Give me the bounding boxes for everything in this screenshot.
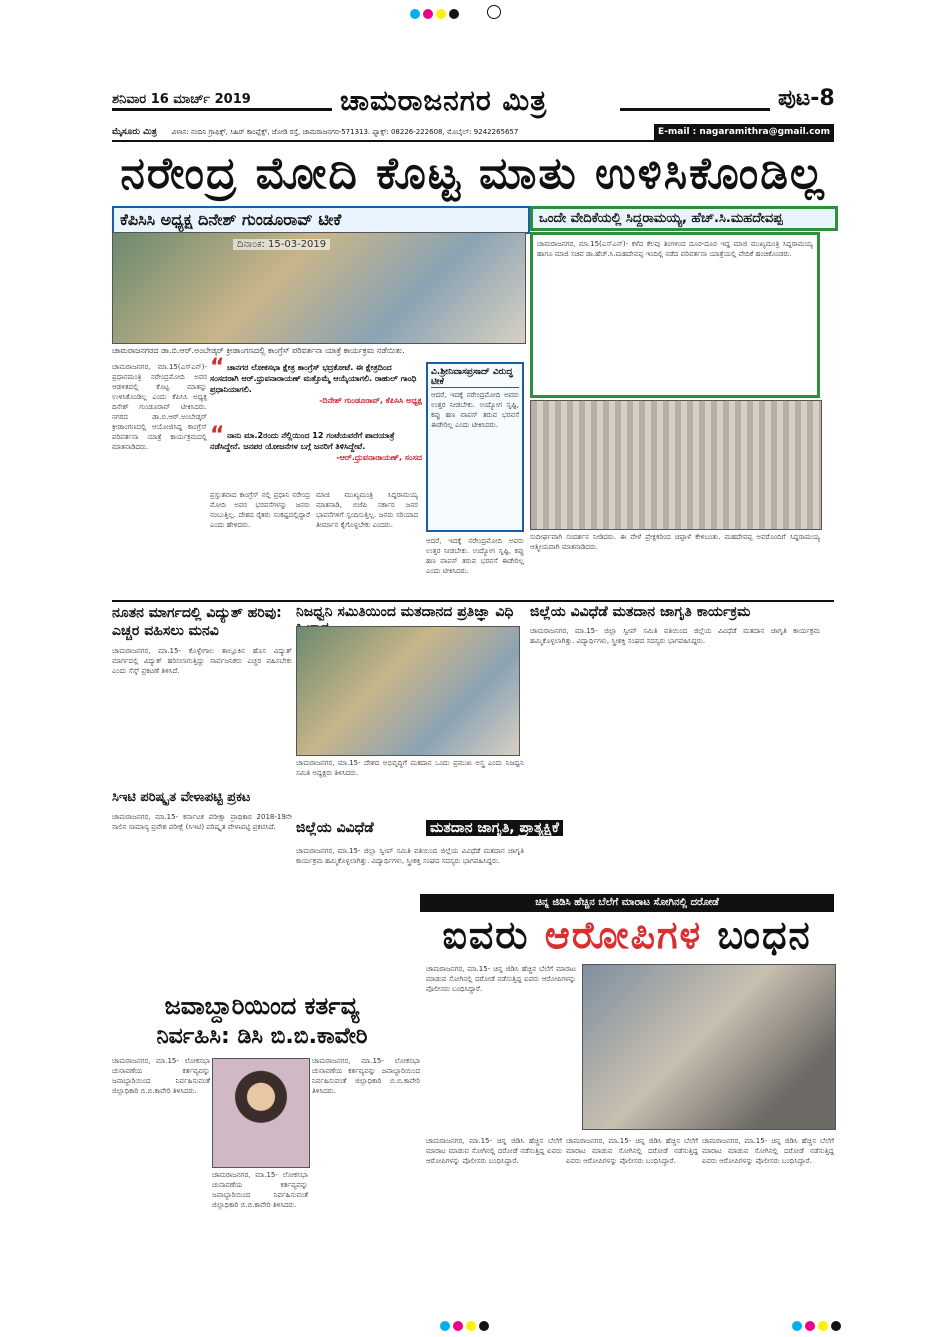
masthead-rule-right (620, 108, 770, 111)
color-registration-dots (410, 4, 501, 23)
arrest-headline-part1: ಐವರು (442, 912, 545, 957)
rally-stage-photo (112, 232, 526, 344)
quote-dhruva-byline: -ಆರ್.ಧ್ರುವನಾರಾಯಣ್, ಸಂಸದ (336, 453, 422, 462)
arrest-headline (420, 912, 834, 962)
lead-article-col4: ಆದರೆ, ಇದಕ್ಕೆ ನರೇಂದ್ರಮೋದಿ ಅವರು ಉತ್ತರ ನೀಡಬೇಕು. ಉದ್ಯೋಗ ಸೃಷ್ಟಿ, ಕಪ್ಪು ಹಣ ವಾಪಸ್ ತರುವ ಭರವಸೆ ಈಡೇರಿಲ್ಲ ಎಂದು ಟೀಕಿಸಿದರು. (426, 537, 524, 575)
main-headline: ನರೇಂದ್ರ ಮೋದಿ ಕೊಟ್ಟ ಮಾತು ಉಳಿಸಿಕೊಂಡಿಲ್ಲ (120, 148, 826, 199)
kaveri-article-col3: ಚಾಮರಾಜನಗರ, ಮಾ.15- ಲೋಕಸಭಾ ಚುನಾವಣೆಯ ಕರ್ತವ್ಯವನ್ನು ಜವಾಬ್ದಾರಿಯಿಂದ ನಿರ್ವಹಿಸುವಂತೆ ಜಿಲ್ಲಾಧಿಕಾರಿ ಬಿ.ಬಿ.ಕಾವೇರಿ ತಿಳಿಸಿದರು. (312, 1057, 420, 1095)
srinivas-prasad-box (426, 362, 524, 532)
quote-mark-icon: “ (210, 423, 225, 448)
pledge-article-text: ಚಾಮರಾಜನಗರ, ಮಾ.15- ದೇಶದ ಅಭಿವೃದ್ಧಿಗೆ ಮತದಾನ ಒಂದು ಪ್ರಮುಖ ಅಸ್ತ್ರ ಎಂದು ನಿಜಧ್ವನಿ ಸಮಿತಿ ಅಧ್ಯಕ್ಷರು ತಿಳಿಸಿದರು. (296, 759, 524, 777)
kaveri-article-col2: ಚಾಮರಾಜನಗರ, ಮಾ.15- ಲೋಕಸಭಾ ಚುನಾವಣೆಯ ಕರ್ತವ್ಯವನ್ನು ಜವಾಬ್ದಾರಿಯಿಂದ ನಿರ್ವಹಿಸುವಂತೆ ಜಿಲ್ಲಾಧಿಕಾರಿ ಬಿ.ಬಿ.ಕಾವೇರಿ ತಿಳಿಸಿದರು. (212, 1171, 308, 1209)
srinivas-prasad-title: ವಿ.ಶ್ರೀನಿವಾಸಪ್ರಸಾದ್ ವಿರುದ್ಧ ಟೀಕೆ (431, 367, 519, 388)
quote-dhruva-text: ನಾನು ಮಾ.2ರಂದು ನೆಲ್ಲಿಯಿಂದ 12 ಗಂಟೆಯವರೆಗೆ ಪಾದಯಾತ್ರೆ ನಡೆಸಿದ್ದೇನೆ. ಜನಪರ ಯೋಜನೆಗಳ ಬಗ್ಗೆ ಜನರಿಗೆ ತಿಳಿಸಿದ್ದೇವೆ. (210, 431, 395, 451)
lead-article-col3: ಮಾಜಿ ಮುಖ್ಯಮಂತ್ರಿ ಸಿದ್ದರಾಮಯ್ಯ ಮಾತನಾಡಿ, ಬಿಜೆಪಿ ಸರ್ಕಾರ ಜನರ ಭಾವನೆಗಳಿಗೆ ಸ್ಪಂದಿಸುತ್ತಿಲ್ಲ. ಜನರು ಸರಿಯಾದ ತೀರ್ಮಾನ ಕೈಗೊಳ್ಳಬೇಕು ಎಂದರು. (316, 491, 418, 529)
power-article-text: ಚಾಮರಾಜನಗರ, ಮಾ.15- ಕೊಳ್ಳೇಗಾಲ ತಾಲ್ಲೂಕಿನ ಹೊಸ ವಿದ್ಯುತ್ ಮಾರ್ಗದಲ್ಲಿ ವಿದ್ಯುತ್ ಹರಿಸಲಾಗುತ್ತಿದ್ದು ಸಾರ್ವಜನಿಕರು ಎಚ್ಚರ ವಹಿಸಬೇಕು ಎಂದು ಸೆಸ್ಕ್ ಪ್ರಕಟಣೆ ತಿಳಿಸಿದೆ. (112, 647, 292, 675)
kicker-right: ಒಂದೇ ವೇದಿಕೆಯಲ್ಲಿ ಸಿದ್ದರಾಮಯ್ಯ, ಹೆಚ್.ಸಿ.ಮಹದೇವಪ್ಪ (530, 206, 838, 231)
arrest-headline-part2: ಆರೋಪಿಗಳ (544, 912, 703, 957)
issue-date: ಶನಿವಾರ 16 ಮಾರ್ಚ್ 2019 (112, 92, 251, 107)
arrest-article-col2: ಚಾಮರಾಜನಗರ, ಮಾ.15- ಚಿನ್ನ ಜಿಡಿಸಿ ಹೆಚ್ಚಿನ ಬೆಲೆಗೆ ಮಾರಾಟ ಮಾಡುವ ಸೋಗಿನಲ್ಲಿ ದರೋಡೆ ನಡೆಸುತ್ತಿದ್ದ ಐವರು ಆರೋಪಿಗಳನ್ನು ಪೊಲೀಸರು ಬಂಧಿಸಿದ್ದಾರೆ. (426, 1137, 562, 1165)
cet-headline: ಸಿಇಟಿ ಪರಿಷ್ಕೃತ ವೇಳಾಪಟ್ಟಿ ಪ್ರಕಟ (112, 790, 251, 805)
awareness2-headline-right: ಮತದಾನ ಜಾಗೃತಿ, ಪ್ರಾತ್ಯಕ್ಷಿಕೆ (426, 820, 563, 836)
masthead-rule-left (112, 108, 332, 111)
arrest-headline-part3: ಬಂಧನ (702, 912, 812, 957)
siddaramaiah-text: ಚಾಮರಾಜನಗರ, ಮಾ.15(ಎಸ್‌ಎನ್)- ಕಳೆದ ಕೆಲವು ತಿಂಗಳಿಂದ ದೂರ-ದೂರ ಇದ್ದ ಮಾಜಿ ಮುಖ್ಯಮಂತ್ರಿ ಸಿದ್ದರಾಮಯ್ಯ ಹಾಗೂ ಮಾಜಿ ಸಚಿವ ಡಾ.ಹೆಚ್.ಸಿ.ಮಹದೇವಪ್ಪ ಇಂದಿಲ್ಲಿ ನಡೆದ ಪರಿವರ್ತನಾ ಯಾತ್ರೆಯಲ್ಲಿ ವೇದಿಕೆ ಹಂಚಿಕೊಂಡರು. (537, 240, 813, 258)
arrest-accused-photo (582, 964, 836, 1130)
quote-dhruva (210, 423, 422, 463)
kicker-left: ಕೆಪಿಸಿಸಿ ಅಧ್ಯಕ್ಷ ದಿನೇಶ್ ಗುಂಡೂರಾವ್ ಟೀಕೆ (112, 206, 530, 234)
info-bar (112, 124, 834, 142)
page-number: ಪುಟ-8 (778, 86, 835, 111)
quote-dinesh-text: ಚಾನಗರ ಲೋಕಸಭಾ ಕ್ಷೇತ್ರ ಕಾಂಗ್ರೆಸ್ ಭದ್ರಕೋಟೆ. ಈ ಕ್ಷೇತ್ರದಿಂದ ಸಂಸದರಾಗಿ ಆರ್.ಧ್ರುವನಾರಾಯಣ್ ಮತ್ತೊಮ್ಮೆ ಆಯ್ಕೆಯಾಗಲಿ. ರಾಹುಲ್ ಗಾಂಧಿ ಪ್ರಧಾನಿಯಾಗಲಿ. (210, 363, 417, 394)
kaveri-headline-line2: ನಿರ್ವಹಿಸಿ: ಡಿಸಿ ಬಿ.ಬಿ.ಕಾವೇರಿ (156, 1024, 368, 1049)
bottom-registration-strip (0, 1312, 945, 1337)
quote-mark-icon: “ (210, 355, 225, 380)
quote-dinesh-byline: -ದಿನೇಶ್ ಗುಂಡೂರಾವ್, ಕೆಪಿಸಿಸಿ ಅಧ್ಯಕ್ಷ (319, 396, 422, 405)
arrest-strap: ಚಿನ್ನ ಜಿಡಿಸಿ ಹೆಚ್ಚಿನ ಬೆಲೆಗೆ ಮಾರಾಟ ಸೋಗಿನಲ್ಲಿ ದರೋಡೆ (420, 894, 834, 912)
power-headline: ನೂತನ ಮಾರ್ಗದಲ್ಲಿ ವಿದ್ಯುತ್ ಹರಿವು: ಎಚ್ಚರ ವಹಿಸಲು ಮನವಿ (112, 605, 282, 639)
arrest-article-text: ಚಾಮರಾಜನಗರ, ಮಾ.15- ಚಿನ್ನ ಜಿಡಿಸಿ ಹೆಚ್ಚಿನ ಬೆಲೆಗೆ ಮಾರಾಟ ಮಾಡುವ ಸೋಗಿನಲ್ಲಿ ದರೋಡೆ ನಡೆಸುತ್ತಿದ್ದ ಐವರು ಆರೋಪಿಗಳನ್ನು ಪೊಲೀಸರು ಬಂಧಿಸಿದ್ದಾರೆ. (426, 965, 576, 993)
lead-article-col2: ಪ್ರಸ್ತುತವಾದ ಕಾಂಗ್ರೆಸ್ ನಲ್ಲಿ ಪ್ರಧಾನಿ ನರೇಂದ್ರ ಮೋದಿ ಅವರ ಭರವಸೆಗಳನ್ನು ಜನರು ನಂಬುತ್ತಿಲ್ಲ. ದೇಶದ ರೈತರು ಸಂಕಷ್ಟದಲ್ಲಿದ್ದಾರೆ ಎಂದು ಹೇಳಿದರು. (210, 491, 310, 529)
top-registration-strip (0, 0, 945, 22)
awareness2-headline-left: ಜಿಲ್ಲೆಯ ವಿವಿಧೆಡೆ (296, 820, 374, 836)
cet-article-text: ಚಾಮರಾಜನಗರ, ಮಾ.15- ಕರ್ನಾಟಕ ಪರೀಕ್ಷಾ ಪ್ರಾಧಿಕಾರ 2018-19ನೇ ಸಾಲಿನ ಸಾಮಾನ್ಯ ಪ್ರವೇಶ ಪರೀಕ್ಷೆ (ಸಿಇಟಿ) ಪರಿಷ್ಕೃತ ವೇಳಾಪಟ್ಟಿ ಪ್ರಕಟಿಸಿದೆ. (112, 813, 292, 831)
section-divider (112, 600, 834, 602)
awareness2-article-text: ಚಾಮರಾಜನಗರ, ಮಾ.15- ಜಿಲ್ಲಾ ಸ್ವೀಪ್ ಸಮಿತಿ ವತಿಯಿಂದ ಜಿಲ್ಲೆಯ ವಿವಿಧೆಡೆ ಮತದಾನ ಜಾಗೃತಿ ಕಾರ್ಯಕ್ರಮ ಹಮ್ಮಿಕೊಳ್ಳಲಾಗಿತ್ತು. ವಿದ್ಯಾರ್ಥಿಗಳು, ಸ್ತ್ರೀಶಕ್ತಿ ಸಂಘದ ಸದಸ್ಯರು ಭಾಗವಹಿಸಿದ್ದರು. (296, 847, 524, 865)
dc-kaveri-portrait (212, 1058, 310, 1168)
awareness-article-text: ಚಾಮರಾಜನಗರ, ಮಾ.15- ಜಿಲ್ಲಾ ಸ್ವೀಪ್ ಸಮಿತಿ ವತಿಯಿಂದ ಜಿಲ್ಲೆಯ ವಿವಿಧೆಡೆ ಮತದಾನ ಜಾಗೃತಿ ಕಾರ್ಯಕ್ರಮ ಹಮ್ಮಿಕೊಳ್ಳಲಾಗಿತ್ತು. ವಿದ್ಯಾರ್ಥಿಗಳು, ಸ್ತ್ರೀಶಕ್ತಿ ಸಂಘದ ಸದಸ್ಯರು ಭಾಗವಹಿಸಿದ್ದರು. (530, 627, 820, 645)
newspaper-title: ಚಾಮರಾಜನಗರ ಮಿತ್ರ (340, 84, 548, 117)
sister-brand: ಮೈಸೂರು ಮಿತ್ರ (112, 127, 157, 137)
crowd-photo (530, 400, 822, 530)
photo-caption: ಚಾಮರಾಜನಗರದ ಡಾ.ಬಿ.ಆರ್.ಅಂಬೇಡ್ಕರ್ ಕ್ರೀಡಾಂಗಣದಲ್ಲಿ ಕಾಂಗ್ರೆಸ್ ಪರಿವರ್ತನಾ ಯಾತ್ರೆ ಕಾರ್ಯಕ್ರಮ ನಡೆಯಿತು. (112, 346, 405, 355)
srinivas-prasad-text: ಆದರೆ, ಇದಕ್ಕೆ ನರೇಂದ್ರಮೋದಿ ಅವರು ಉತ್ತರ ನೀಡಬೇಕು. ಉದ್ಯೋಗ ಸೃಷ್ಟಿ, ಕಪ್ಪು ಹಣ ವಾಪಸ್ ತರುವ ಭರವಸೆ ಈಡೇರಿಲ್ಲ ಎಂದು ಟೀಕಿಸಿದರು. (431, 391, 519, 429)
siddaramaiah-article (530, 232, 820, 398)
kaveri-article-col1: ಚಾಮರಾಜನಗರ, ಮಾ.15- ಲೋಕಸಭಾ ಚುನಾವಣೆಯ ಕರ್ತವ್ಯವನ್ನು ಜವಾಬ್ದಾರಿಯಿಂದ ನಿರ್ವಹಿಸುವಂತೆ ಜಿಲ್ಲಾಧಿಕಾರಿ ಬಿ.ಬಿ.ಕಾವೇರಿ ತಿಳಿಸಿದರು. (112, 1057, 210, 1095)
lead-article-col1: ಚಾಮರಾಜನಗರ, ಮಾ.15(ಎಸ್‌ಎನ್)- ಪ್ರಧಾನಮಂತ್ರಿ ನರೇಂದ್ರಮೋದಿ ಅವರ ಆಡಳಿತದಲ್ಲಿ ಕೊಟ್ಟ ಮಾತನ್ನು ಉಳಿಸಿಕೊಂಡಿಲ್ಲ ಎಂದು ಕೆಪಿಸಿಸಿ ಅಧ್ಯಕ್ಷ ದಿನೇಶ್ ಗುಂಡೂರಾವ್ ಟೀಕಿಸಿದರು. ನಗರದ ಡಾ.ಬಿ.ಆರ್.ಅಂಬೇಡ್ಕರ್ ಕ್ರೀಡಾಂಗಣದಲ್ಲಿ ಆಯೋಜಿಸಿದ್ದ ಕಾಂಗ್ರೆಸ್ ಪರಿವರ್ತನಾ ಯಾತ್ರೆ ಕಾರ್ಯಕ್ರಮದಲ್ಲಿ ಮಾತನಾಡಿದರು. (112, 363, 207, 451)
pledge-headline: ನಿಜಧ್ವನಿ ಸಮಿತಿಯಿಂದ ಮತದಾನದ ಪ್ರತಿಜ್ಞಾ ವಿಧಿ (296, 604, 514, 620)
address-line: ವಿಳಾಸ: ನಂದಿನಿ ಗ್ರಾಫಿಕ್ಸ್, ಸಿಹಿರ್ ಕಾಂಪ್ಲೆಕ್ಸ್, ಜೋಡಿ ರಸ್ತೆ, ಚಾಮರಾಜನಗರ-571313. ಫ್ಯಾಕ್ಸ್: 08226-222608, ಮೊಬೈಲ್: 9242265657 (171, 128, 519, 136)
kaveri-headline-line1: ಜವಾಬ್ದಾರಿಯಿಂದ ಕರ್ತವ್ಯ (164, 992, 360, 1020)
bottom-color-dots-right (792, 1316, 844, 1335)
pledge-group-photo (296, 626, 520, 756)
siddaramaiah-continued: ಸುದೀರ್ಘವಾಗಿ ಸಂದರ್ಶನ ನೀಡಿದರು. ಈ ವೇಳೆ ಪ್ರೇಕ್ಷಕರಿಂದ ಚಪ್ಪಾಳೆ ಕೇಳಿಬಂತು. ಮಹದೇವಪ್ಪ ಅವರೊಂದಿಗೆ ಸಿದ್ದರಾಮಯ್ಯ ಆತ್ಮೀಯವಾಗಿ ಮಾತನಾಡಿದರು. (530, 533, 820, 551)
quote-dinesh (210, 355, 422, 406)
awareness-headline: ಜಿಲ್ಲೆಯ ವಿವಿಧೆಡೆ ಮತದಾನ ಜಾಗೃತಿ ಕಾರ್ಯಕ್ರಮ (530, 604, 751, 620)
email-label: E-mail : nagaramithra@gmail.com (654, 124, 834, 140)
bottom-color-dots (440, 1316, 492, 1335)
arrest-article-col3: ಚಾಮರಾಜನಗರ, ಮಾ.15- ಚಿನ್ನ ಜಿಡಿಸಿ ಹೆಚ್ಚಿನ ಬೆಲೆಗೆ ಮಾರಾಟ ಮಾಡುವ ಸೋಗಿನಲ್ಲಿ ದರೋಡೆ ನಡೆಸುತ್ತಿದ್ದ ಐವರು ಆರೋಪಿಗಳನ್ನು ಪೊಲೀಸರು ಬಂಧಿಸಿದ್ದಾರೆ. (566, 1137, 698, 1165)
photo-date-stamp: ದಿನಾಂಕ: 15-03-2019 (233, 239, 330, 250)
arrest-article-col4: ಚಾಮರಾಜನಗರ, ಮಾ.15- ಚಿನ್ನ ಜಿಡಿಸಿ ಹೆಚ್ಚಿನ ಬೆಲೆಗೆ ಮಾರಾಟ ಮಾಡುವ ಸೋಗಿನಲ್ಲಿ ದರೋಡೆ ನಡೆಸುತ್ತಿದ್ದ ಐವರು ಆರೋಪಿಗಳನ್ನು ಪೊಲೀಸರು ಬಂಧಿಸಿದ್ದಾರೆ. (702, 1137, 834, 1165)
